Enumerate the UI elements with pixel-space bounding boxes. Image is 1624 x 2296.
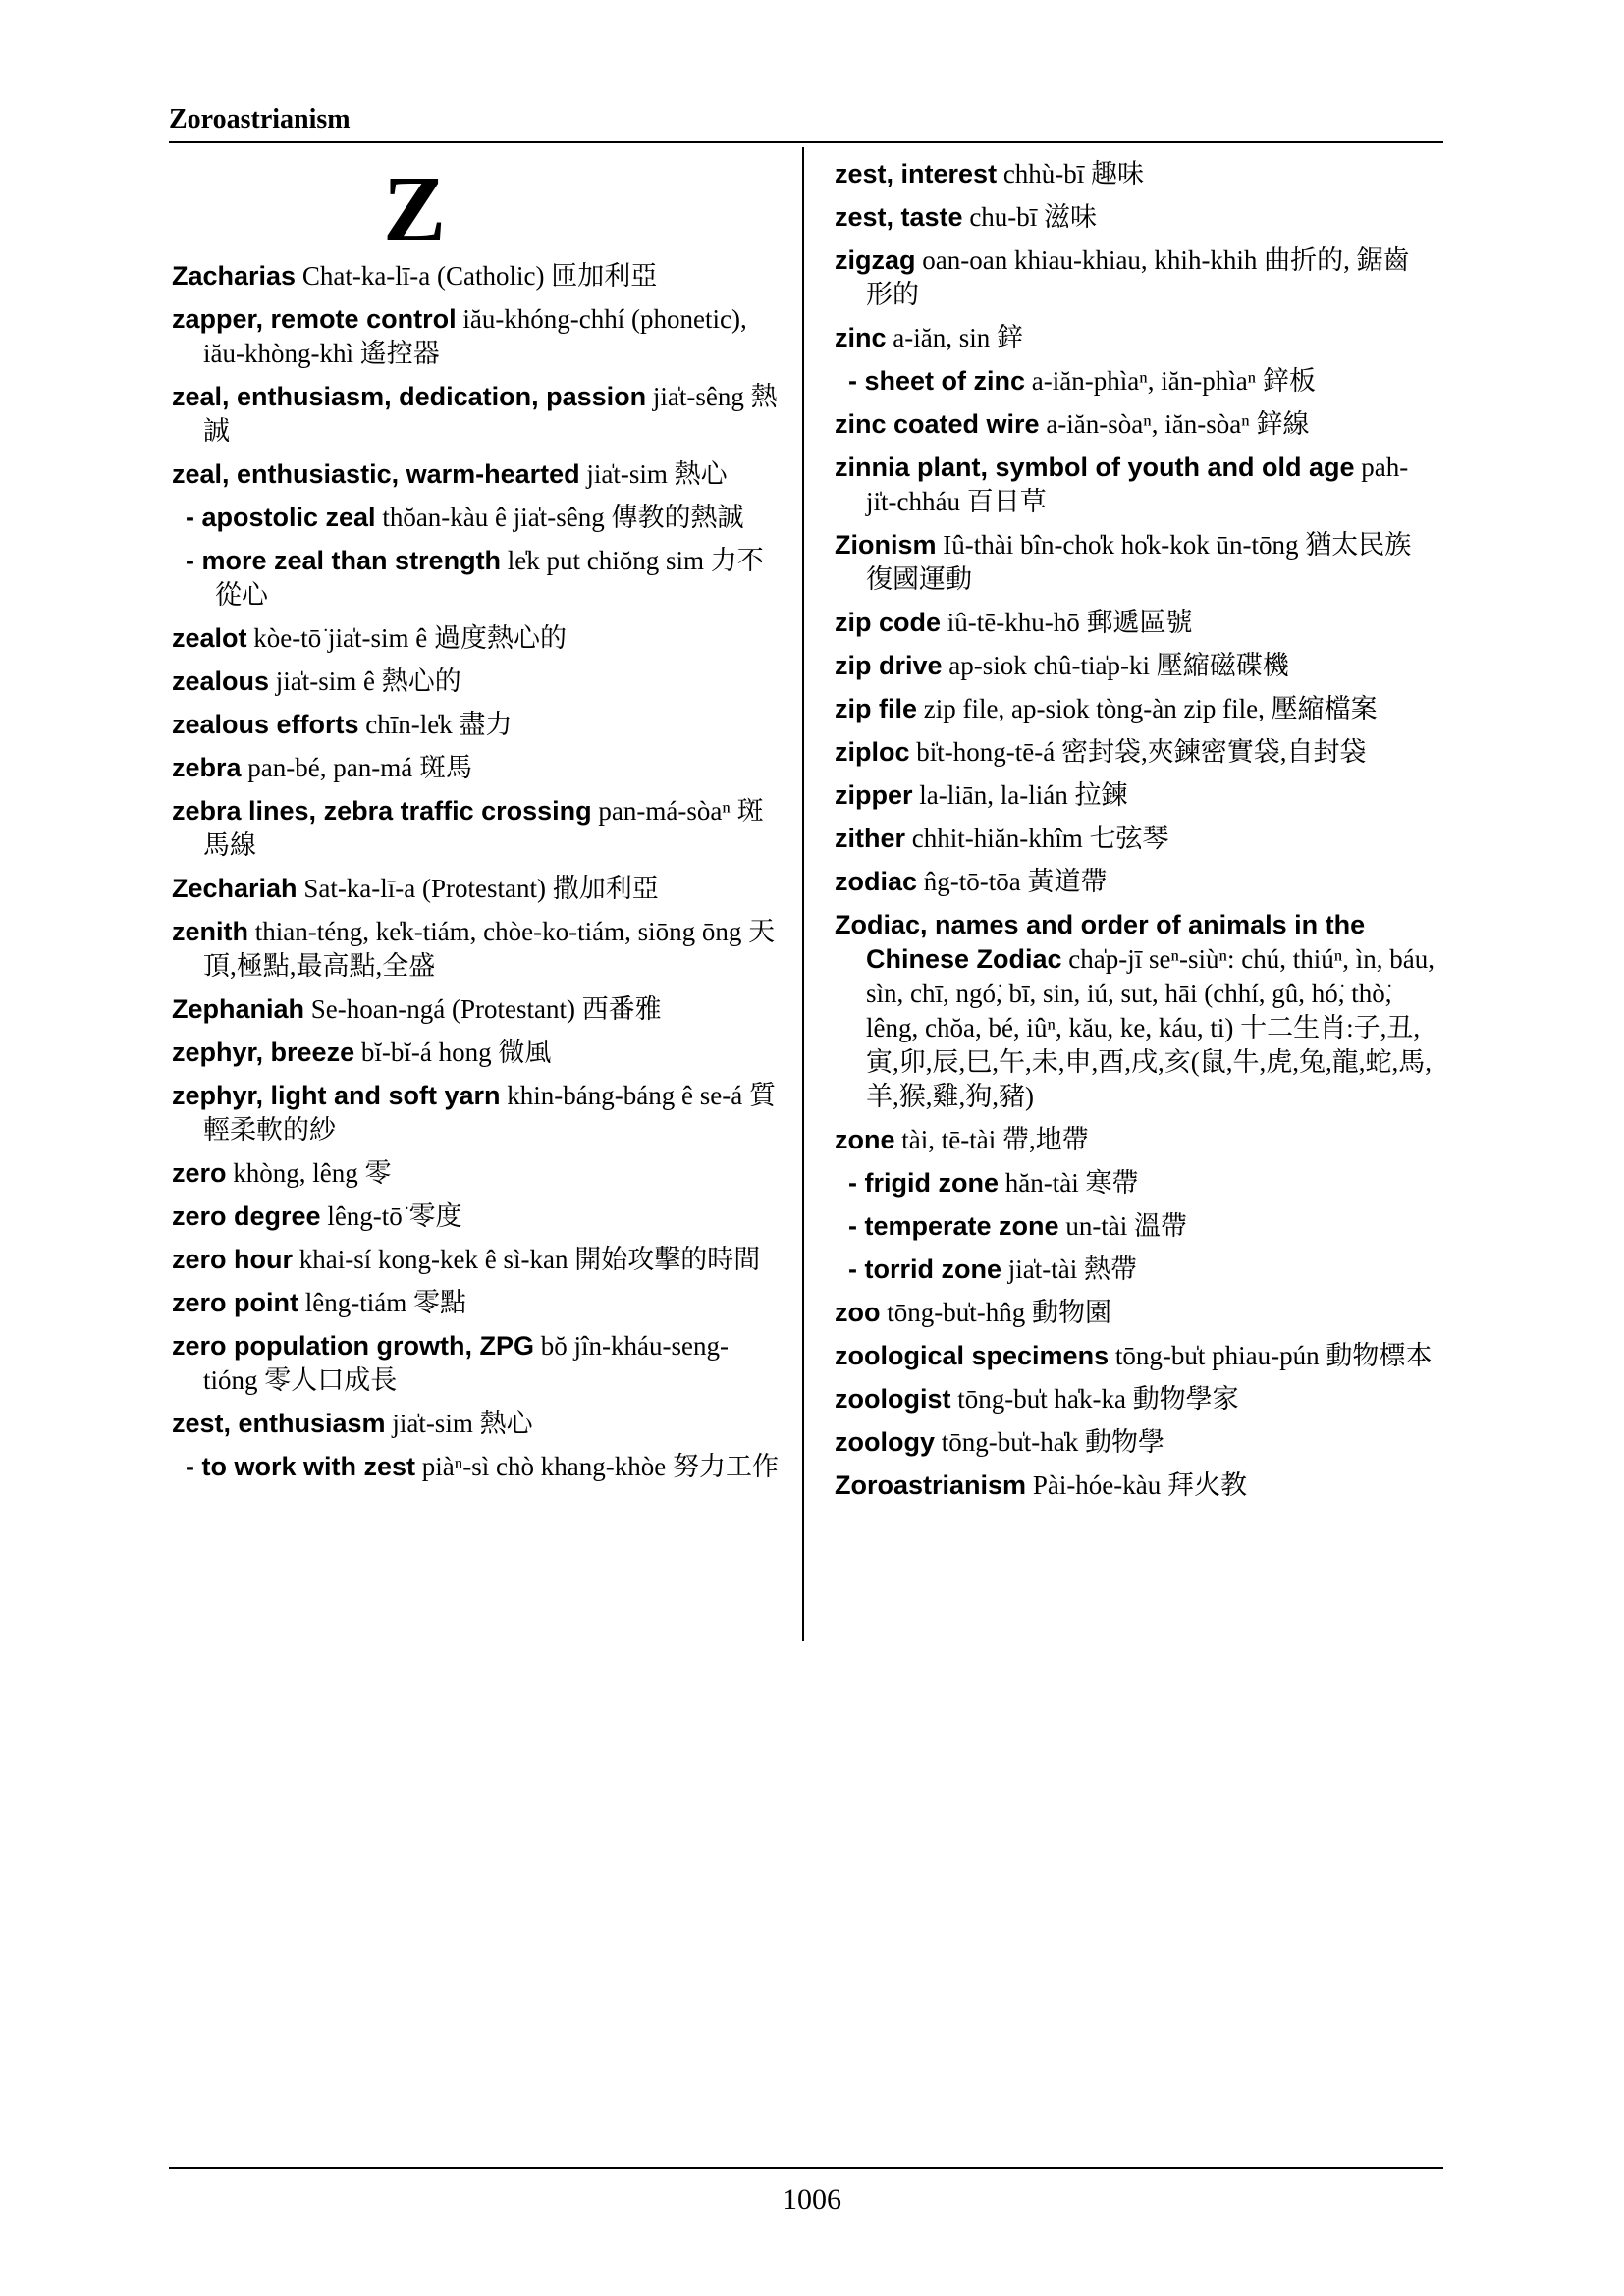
entry-headword: zinc coated wire [835,409,1040,439]
entry-translation: tài, tē-tài 帶,地帶 [901,1125,1089,1154]
entry-headword: zinc [835,323,887,352]
entry-headword: - frigid zone [848,1168,999,1198]
entry-headword: zoologist [835,1384,951,1414]
entry-translation: jia̍t-sim ê 熱心的 [275,667,461,696]
entry-headword: zone [835,1125,895,1154]
dictionary-entry [835,1382,1435,1416]
dictionary-subentry [172,501,779,535]
entry-headword: zebra lines, zebra traffic crossing [172,796,592,826]
dictionary-entry [835,692,1435,726]
dictionary-subentry [835,364,1435,399]
entry-translation: jia̍t-sim 熱心 [392,1409,533,1438]
entry-translation: Sat-ka-lī-a (Protestant) 撒加利亞 [303,874,659,903]
left-column [172,259,779,1493]
entry-translation: jia̍t-tài 熱帶 [1007,1255,1137,1284]
dictionary-entry [835,1123,1435,1157]
entry-headword: zero point [172,1288,298,1317]
dictionary-entry [835,321,1435,355]
entry-translation: iău-khóng-chhí (phonetic), iău-khòng-khì 遙控器 [203,304,747,368]
entry-headword: - sheet of zinc [848,366,1026,396]
entry-translation: Se-hoan-ngá (Protestant) 西番雅 [310,994,662,1024]
dictionary-entry [172,1156,779,1191]
dictionary-entry [835,778,1435,813]
entry-translation: jia̍t-sim 熱心 [586,459,728,489]
dictionary-entry [172,302,779,371]
dictionary-entry [835,243,1435,312]
dictionary-entry [172,259,779,294]
entry-translation: khai-sí kong-kek ê sì-kan 開始攻擊的時間 [298,1245,761,1274]
dictionary-entry [172,1329,779,1398]
entry-translation: pan-má-sòaⁿ 斑馬線 [203,796,764,860]
entry-translation: pah-ji̍t-chháu 百日草 [866,453,1409,516]
dictionary-entry [835,649,1435,683]
entry-headword: zebra [172,753,242,782]
entry-translation: chīn-le̍k 盡力 [365,710,513,739]
entry-translation: tōng-bu̍t-hn̂g 動物園 [887,1298,1111,1327]
entry-headword: Zionism [835,530,937,560]
dictionary-entry [835,606,1435,640]
entry-translation: jia̍t-sêng 熱誠 [203,382,778,446]
entry-translation: un-tài 溫帶 [1065,1211,1188,1241]
entry-headword: zero hour [172,1245,294,1274]
entry-translation: Iû-thài bîn-cho̍k ho̍k-kok ūn-tōng 猶太民族復國運動 [866,530,1412,594]
entry-translation: bĭ-bĭ-á hong 微風 [360,1038,552,1067]
entry-translation: khin-báng-báng ê se-á 質輕柔軟的紗 [203,1081,776,1145]
entry-headword: zealous [172,667,270,696]
entry-translation: kòe-tō͘ jia̍t-sim ê 過度熱心的 [253,623,567,653]
header-rule [169,141,1443,143]
page-number: 1006 [783,2183,841,2216]
entry-headword: Zacharias [172,261,297,291]
dictionary-entry [835,528,1435,597]
entry-headword: zero population growth, ZPG [172,1331,534,1361]
entry-headword: zip code [835,608,942,637]
entry-translation: chhit-hiăn-khîm 七弦琴 [911,824,1169,853]
entry-translation: lêng-tō͘ 零度 [327,1201,462,1231]
dictionary-subentry [172,1450,779,1484]
entry-headword: zoological specimens [835,1341,1110,1370]
entry-headword: zoology [835,1427,935,1457]
entry-headword: zest, enthusiasm [172,1409,386,1438]
entry-headword: zither [835,824,906,853]
entry-headword: Zoroastrianism [835,1470,1027,1500]
entry-translation: la-liān, la-lián 拉鍊 [919,780,1128,810]
entry-headword: zealous efforts [172,710,359,739]
entry-headword: zephyr, breeze [172,1038,355,1067]
dictionary-entry [835,451,1435,519]
entry-headword: zenith [172,917,248,946]
entry-translation: Chat-ka-lī-a (Catholic) 匝加利亞 [301,261,658,291]
dictionary-entry [172,1079,779,1148]
footer-rule [169,2167,1443,2169]
dictionary-subentry [835,1166,1435,1201]
entry-translation: thian-téng, ke̍k-tiám, chòe-ko-tiám, siōng ōng 天頂,極點,最高點,全盛 [203,917,776,981]
entry-headword: zip drive [835,651,943,680]
entry-translation: piàⁿ-sì chò khang-khòe 努力工作 [421,1452,779,1481]
entry-headword: - temperate zone [848,1211,1059,1241]
dictionary-entry [835,735,1435,770]
entry-translation: n̂g-tō-tōa 黃道帶 [923,867,1108,896]
dictionary-subentry [172,544,779,613]
entry-translation: a-iăn-phìaⁿ, iăn-phìaⁿ 鋅板 [1031,366,1316,396]
entry-headword: zip file [835,694,918,723]
entry-headword: zoo [835,1298,881,1327]
entry-translation: bŏ jîn-kháu-seng-tióng 零人口成長 [203,1331,729,1395]
dictionary-entry [172,708,779,742]
entry-translation: cha̍p-jī seⁿ-siùⁿ: chú, thiúⁿ, ìn, báu, sìn, chī, ngó͘, bī, sin, iú, sut, hāi (chhí, gû, hó͘, thò͘, lêng, chŏa, bé, iûⁿ, kău, ke, káu, ti) 十二生肖:子,丑,寅,卯,辰,巳,午,未,申,酉,戌,亥(鼠,牛,虎,兔,龍,蛇,馬,羊,猴,雞,狗,豬) [866,944,1435,1111]
dictionary-entry [172,1243,779,1277]
entry-translation: tōng-bu̍t-ha̍k 動物學 [941,1427,1164,1457]
entry-translation: iû-tē-khu-hō 郵遞區號 [947,608,1193,637]
entry-translation: ap-siok chû-tia̍p-ki 壓縮磁碟機 [948,651,1289,680]
entry-translation: bi̍t-hong-tē-á 密封袋,夾鍊密實袋,自封袋 [916,737,1367,767]
dictionary-entry [835,1425,1435,1460]
entry-headword: Zephaniah [172,994,305,1024]
entry-headword: zealot [172,623,247,653]
running-head: Zoroastrianism [169,104,351,134]
dictionary-entry [835,200,1435,235]
dictionary-entry [835,1296,1435,1330]
dictionary-entry [172,1036,779,1070]
dictionary-entry [172,915,779,984]
entry-translation: le̍k put chiŏng sim 力不從心 [215,546,764,610]
dictionary-entry [835,407,1435,442]
dictionary-entry [835,1468,1435,1503]
dictionary-entry [172,665,779,699]
right-column [835,157,1435,1512]
entry-headword: - to work with zest [186,1452,416,1481]
dictionary-entry [172,751,779,785]
section-letter: Z [383,156,447,261]
entry-translation: khòng, lêng 零 [233,1158,392,1188]
dictionary-entry [172,872,779,906]
entry-headword: zeal, enthusiastic, warm-hearted [172,459,580,489]
entry-headword: Zodiac, names and order of animals in the Chinese Zodiac [835,910,1366,974]
entry-translation: a-iăn, sin 鋅 [893,323,1023,352]
entry-headword: zodiac [835,867,918,896]
dictionary-entry [835,1339,1435,1373]
entry-translation: pan-bé, pan-má 斑馬 [247,753,472,782]
entry-translation: thŏan-kàu ê jia̍t-sêng 傳教的熱誠 [382,503,744,532]
entry-translation: chu-bī 滋味 [969,202,1098,232]
entry-translation: chhù-bī 趣味 [1002,159,1145,188]
entry-headword: Zechariah [172,874,298,903]
dictionary-entry [835,822,1435,856]
entry-headword: - more zeal than strength [186,546,502,575]
entry-translation: a-iăn-sòaⁿ, iăn-sòaⁿ 鋅線 [1046,409,1310,439]
entry-headword: zigzag [835,245,916,275]
dictionary-entry [172,380,779,449]
dictionary-entry [172,621,779,656]
entry-headword: zero degree [172,1201,321,1231]
dictionary-entry [835,157,1435,191]
entry-translation: tōng-bu̍t ha̍k-ka 動物學家 [957,1384,1239,1414]
dictionary-entry [172,794,779,863]
entry-translation: hăn-tài 寒帶 [1004,1168,1139,1198]
dictionary-entry [172,1200,779,1234]
entry-headword: zapper, remote control [172,304,457,334]
entry-translation: lêng-tiám 零點 [304,1288,466,1317]
entry-translation: tōng-bu̍t phiau-pún 動物標本 [1114,1341,1433,1370]
column-divider [802,147,804,1641]
dictionary-subentry [835,1209,1435,1244]
dictionary-entry [172,992,779,1027]
dictionary-entry [172,457,779,492]
entry-headword: zest, taste [835,202,963,232]
entry-headword: - apostolic zeal [186,503,376,532]
entry-headword: - torrid zone [848,1255,1001,1284]
dictionary-entry [835,908,1435,1114]
entry-translation: zip file, ap-siok tòng-àn zip file, 壓縮檔案 [923,694,1378,723]
entry-translation: oan-oan khiau-khiau, khih-khih 曲折的, 鋸齒形的 [866,245,1410,309]
entry-headword: zipper [835,780,913,810]
entry-headword: zinnia plant, symbol of youth and old age [835,453,1355,482]
dictionary-entry [172,1286,779,1320]
entry-headword: ziploc [835,737,910,767]
dictionary-subentry [835,1253,1435,1287]
dictionary-entry [172,1407,779,1441]
entry-headword: zeal, enthusiasm, dedication, passion [172,382,647,411]
dictionary-entry [835,865,1435,899]
entry-translation: Pài-hóe-kàu 拜火教 [1032,1470,1248,1500]
entry-headword: zest, interest [835,159,998,188]
entry-headword: zephyr, light and soft yarn [172,1081,501,1110]
entry-headword: zero [172,1158,227,1188]
